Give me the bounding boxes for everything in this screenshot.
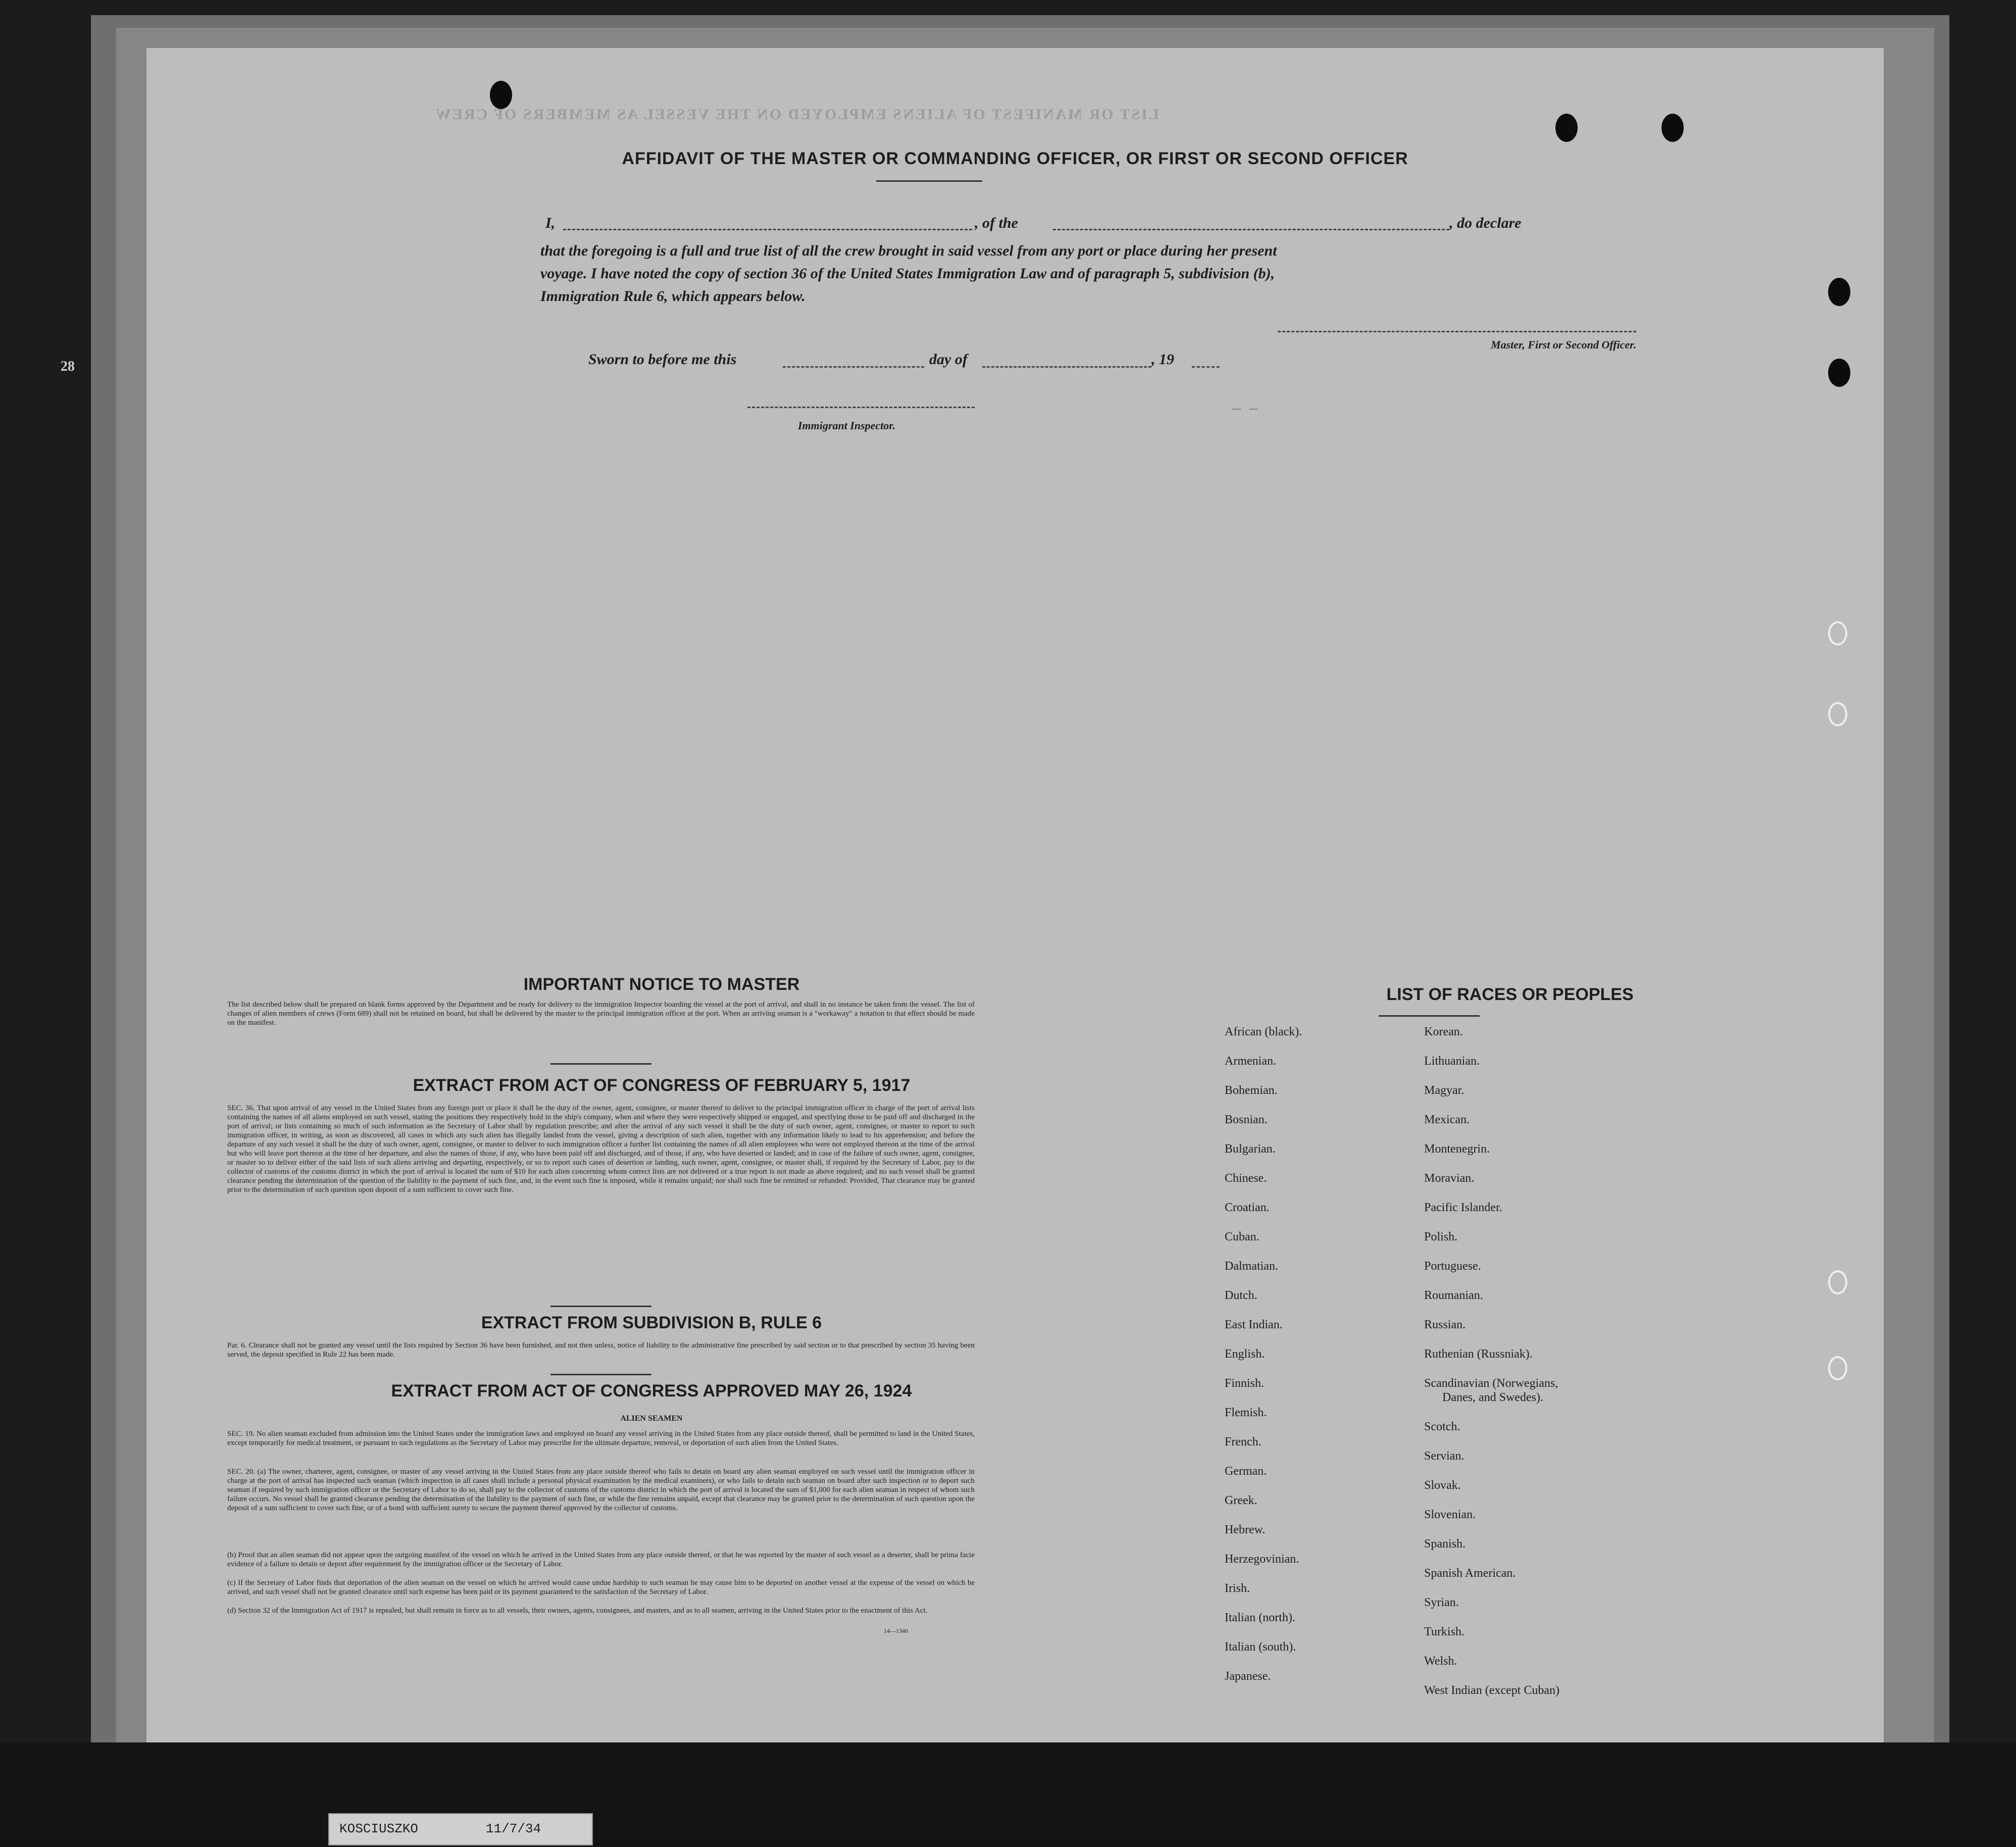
- punch-hole: [490, 81, 512, 109]
- race-item: Magyar.: [1424, 1084, 1465, 1097]
- race-item: Italian (south).: [1225, 1640, 1296, 1654]
- race-item: Spanish.: [1424, 1537, 1466, 1551]
- punch-hole: [1661, 114, 1684, 142]
- notice-title: IMPORTANT NOTICE TO MASTER: [523, 975, 800, 994]
- race-item: Herzegovinian.: [1225, 1553, 1299, 1566]
- section-rule: [550, 1063, 651, 1065]
- film-label-ship: KOSCIUSZKO: [339, 1821, 419, 1836]
- race-item: Dalmatian.: [1225, 1260, 1278, 1273]
- race-item: Lithuanian.: [1424, 1055, 1480, 1068]
- alien-seamen-subtitle: ALIEN SEAMEN: [620, 1414, 683, 1423]
- punch-hole: [1828, 278, 1850, 306]
- name-blank[interactable]: [563, 229, 972, 230]
- bleed-through-header: LIST OR MANIFEST OF ALIENS EMPLOYED ON THE VESSEL AS MEMBERS OF CREW: [434, 106, 1159, 123]
- race-item: Hebrew.: [1225, 1523, 1266, 1536]
- race-item: Servian.: [1424, 1450, 1465, 1463]
- affidavit-line-1: that the foregoing is a full and true list of all the crew brought in said vessel from any port or place during her present: [540, 242, 1277, 259]
- race-item: Irish.: [1225, 1582, 1250, 1595]
- races-title: LIST OF RACES OR PEOPLES: [1386, 985, 1634, 1004]
- race-item: Greek.: [1225, 1494, 1257, 1507]
- race-item: Croatian.: [1225, 1201, 1270, 1214]
- sec19-text: SEC. 19. No alien seaman excluded from admission into the United States under the immigration laws and employed on board any vessel arriving in the United States from any place outside thereof, shall be permitted to land in the United States, except temporarily for medical treatment, or pursuant to such regulations as the Secretary of Labor may prescribe for the ultimate departure, removal, or deportation of such alien from the United States.: [227, 1430, 975, 1447]
- title-rule: [876, 180, 982, 182]
- signature-caption: Master, First or Second Officer.: [1490, 338, 1636, 351]
- affidavit-title: AFFIDAVIT OF THE MASTER OR COMMANDING OFFICER, OR FIRST OR SECOND OFFICER: [622, 149, 1408, 168]
- race-item: Russian.: [1424, 1318, 1466, 1331]
- section-rule: [550, 1306, 651, 1307]
- races-right-column: [1424, 1025, 1559, 1713]
- film-label-date: 11/7/34: [486, 1821, 541, 1836]
- manifest-page: [146, 48, 1884, 1742]
- sec20b-text: (b) Proof that an alien seaman did not appear upon the outgoing manifest of the vessel on which he arrived in the United States from any place outside thereof, or that he was reported by the master of such vessel as a deserter, shall be prima facie evidence of a failure to detain or deport after requirement by the immigration officer or the Secretary of Labor.: [227, 1551, 975, 1568]
- race-item: Korean.: [1424, 1025, 1463, 1038]
- sec20a-text: SEC. 20. (a) The owner, charterer, agent, consignee, or master of any vessel arriving in the United States from any place outside thereof who fails to detain on board any alien seaman employed on such vessel until the immigration officer in charge at the port of arrival has inspected such seaman (which inspection in all cases shall include a personal physical examination by the medical examiners), or who fails to detain such seaman on board after such inspection or to deport such seaman if required by such immigration officer or the Secretary of Labor to do so, shall pay to the collector of customs of the customs district in which the port of arrival is located the sum of $1,000 for each alien seaman in respect of whom such failure occurs. No vessel shall be granted clearance pending the determination of the liability to the payment of such fine, or while the fine remains unpaid, except that clearance may be granted prior to the determination of such question upon the deposit of a sum sufficient to cover such fine, or of a bond with sufficient surety to secure the payment thereof approved by the collector of customs.: [227, 1468, 975, 1512]
- race-item: French.: [1225, 1435, 1262, 1449]
- race-item: Scotch.: [1424, 1420, 1460, 1433]
- sworn-day-blank[interactable]: [783, 366, 924, 368]
- race-item: Welsh.: [1424, 1655, 1457, 1668]
- vessel-blank[interactable]: [1053, 229, 1449, 230]
- race-item: African (black).: [1225, 1025, 1302, 1038]
- sec20c-text: (c) If the Secretary of Labor finds that deportation of the alien seaman on the vessel on which he arrived would cause undue hardship to such seaman he may cause him to be deported on another vessel at the expense of the vessel on which he arrived, and such vessel shall not be granted clearance until such expense has been paid or its payment guaranteed to the satisfaction of the Secretary of Labor.: [227, 1579, 975, 1596]
- race-item: Moravian.: [1424, 1172, 1475, 1185]
- race-item: Bulgarian.: [1225, 1142, 1276, 1156]
- races-rule: [1379, 1015, 1480, 1017]
- affidavit-line-3: Immigration Rule 6, which appears below.: [540, 288, 805, 305]
- race-item: Mexican.: [1424, 1113, 1470, 1126]
- form-code: 14—1340: [884, 1627, 908, 1634]
- race-item: East Indian.: [1225, 1318, 1283, 1331]
- race-item: Slovenian.: [1424, 1508, 1476, 1521]
- race-item: Chinese.: [1225, 1172, 1267, 1185]
- race-item: German.: [1225, 1465, 1267, 1478]
- extract-rule6-text: Par. 6. Clearance shall not be granted any vessel until the lists required by Section 36 have been furnished, and not then unless, notice of liability to the administrative fine prescribed by said section or to that prescribed by section 35 having been served, the deposit specified in Rule 22 has been made.: [227, 1341, 975, 1359]
- margin-number: 28: [61, 359, 75, 374]
- affidavit-i: I,: [545, 215, 556, 231]
- film-label: [328, 1813, 593, 1845]
- punch-hole: [1555, 114, 1578, 142]
- race-item: Finnish.: [1225, 1377, 1265, 1390]
- race-item: Danes, and Swedes).: [1442, 1391, 1543, 1404]
- race-item: West Indian (except Cuban): [1424, 1684, 1559, 1697]
- race-item: Pacific Islander.: [1424, 1201, 1502, 1214]
- race-item: Bohemian.: [1225, 1084, 1278, 1097]
- punch-hole-ring: [1828, 621, 1847, 645]
- races-left-column: [1225, 1025, 1302, 1699]
- race-item: English.: [1225, 1347, 1265, 1361]
- extract-rule6-title: EXTRACT FROM SUBDIVISION B, RULE 6: [481, 1313, 822, 1332]
- signature-blank[interactable]: [1278, 331, 1636, 332]
- race-item: Ruthenian (Russniak).: [1424, 1347, 1533, 1361]
- film-bottom-edge: [0, 1742, 2016, 1847]
- race-item: Flemish.: [1225, 1406, 1267, 1419]
- affidavit-do-declare: , do declare: [1449, 215, 1522, 231]
- race-item: Armenian.: [1225, 1055, 1276, 1068]
- year-label: , 19: [1151, 351, 1174, 368]
- race-item: Portuguese.: [1424, 1260, 1481, 1273]
- section-rule: [550, 1374, 651, 1375]
- race-item: Dutch.: [1225, 1289, 1257, 1302]
- bleed-through-row: — —: [1232, 402, 1258, 417]
- punch-hole-ring: [1828, 1270, 1847, 1294]
- sworn-label: Sworn to before me this: [588, 351, 737, 368]
- race-item: Montenegrin.: [1424, 1142, 1490, 1156]
- race-item: Scandinavian (Norwegians,: [1424, 1377, 1558, 1390]
- affidavit-line-2: voyage. I have noted the copy of section 36 of the United States Immigration Law and of paragraph 5, subdivision (b),: [540, 265, 1275, 282]
- inspector-caption: Immigrant Inspector.: [798, 419, 896, 432]
- extract-1917-title: EXTRACT FROM ACT OF CONGRESS OF FEBRUARY 5, 1917: [413, 1076, 911, 1095]
- extract-1917-text: SEC. 36. That upon arrival of any vessel in the United States from any foreign port or place it shall be the duty of the owner, agent, consignee, or master thereof to deliver to the principal immigration officer in charge of the port of arrival lists containing the names of all aliens employed on such vessel, stating the positions they respectively hold in the ship's company, when and where they were respectively shipped or engaged, and specifying those to be paid off and discharged in the port of arrival; or lists containing so much of such information as the Secretary of Labor shall by regulation prescribe; and after the arrival of any such vessel it shall be the duty of such owner, agent, consignee, or master to report to such immigration officer, in writing, as soon as discovered, all cases in which any such alien has illegally landed from the vessel, giving a description of such alien, together with any information likely to lead to his apprehension; and before the departure of any such vessel it shall be the duty of such owner, agent, consignee, or master to deliver to such immigration officer a further list containing the names of all alien employees who were not employed thereon at the time of the arrival but who will leave port thereon at the time of her departure, and also the names of those, if any, who have been paid off and discharged, and of those, if any, who have deserted or landed; and in case of the failure of such owner, agent, consignee, or master so to deliver either of the said lists of such aliens arriving and departing, respectively, or so to report such cases of desertion or landing, such owner, agent, consignee, or master shall, if required by the Secretary of Labor, pay to the collector of customs of the customs district in which the port of arrival is located the sum of $10 for each alien concerning whom correct lists are not delivered or a true report is not made as above required; and no such vessel shall be granted clearance pending the determination of the question of the liability to the payment of such fine, and, in the event such fine is imposed, while it remains unpaid; nor shall such fine be remitted or refunded: Provided, That clearance may be granted prior to the determination of such question upon deposit of a sum sufficient to cover such fine.: [227, 1104, 975, 1194]
- punch-hole-ring: [1828, 702, 1847, 726]
- affidavit-of-the: , of the: [975, 215, 1018, 231]
- punch-hole: [1828, 359, 1850, 387]
- race-item: Syrian.: [1424, 1596, 1459, 1609]
- race-item: Bosnian.: [1225, 1113, 1268, 1126]
- notice-text: The list described below shall be prepared on blank forms approved by the Department and be ready for delivery to the immigration Inspector boarding the vessel at the port of arrival, and shall in no instance be taken from the vessel. The list of changes of alien members of crews (Form 689) shall not be retained on board, but shall be delivered by the master to the principal immigration officer at the port. When an arriving seaman is a "workaway" a notation to that effect should be made on the manifest.: [227, 1001, 975, 1027]
- punch-hole-ring: [1828, 1356, 1847, 1380]
- race-item: Italian (north).: [1225, 1611, 1295, 1624]
- sec20d-text: (d) Section 32 of the Immigration Act of 1917 is repealed, but shall remain in force as to all vessels, their owners, agents, consignees, and masters, and as to all seamen, arriving in the United States prior to the enactment of this Act.: [227, 1607, 928, 1615]
- race-item: Cuban.: [1225, 1230, 1259, 1243]
- race-item: Japanese.: [1225, 1670, 1271, 1683]
- race-item: Roumanian.: [1424, 1289, 1483, 1302]
- extract-1924-title: EXTRACT FROM ACT OF CONGRESS APPROVED MAY 26, 1924: [391, 1381, 912, 1401]
- race-item: Polish.: [1424, 1230, 1458, 1243]
- race-item: Turkish.: [1424, 1625, 1465, 1638]
- day-of-label: day of: [929, 351, 968, 368]
- race-item: Spanish American.: [1424, 1567, 1516, 1580]
- race-item: Slovak.: [1424, 1479, 1461, 1492]
- sworn-year-blank[interactable]: [1192, 366, 1220, 368]
- sworn-month-blank[interactable]: [982, 366, 1151, 368]
- inspector-blank[interactable]: [747, 407, 975, 408]
